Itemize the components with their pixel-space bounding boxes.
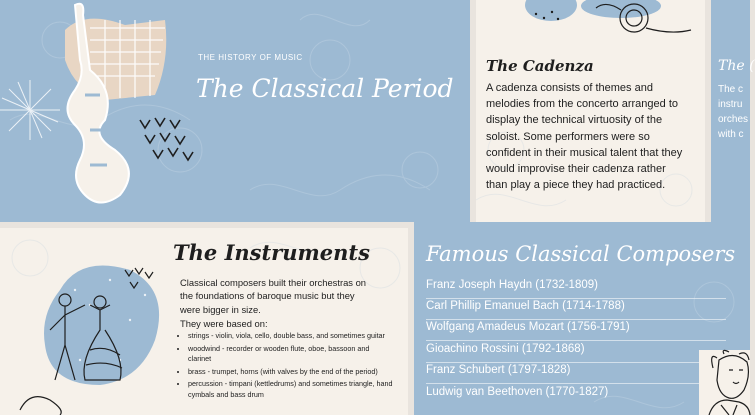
list-item: • woodwind - recorder or wooden flute, oboe, bassoon and clarinet: [188, 344, 393, 365]
slide-title: The Classical Period: [196, 74, 454, 103]
composer-portrait-icon: [699, 350, 750, 415]
divider: [426, 340, 726, 341]
instruments-intro: Classical composers built their orchestras on the foundations of baroque music but they were bigger in size.: [180, 277, 367, 315]
cadenza-slide[interactable]: [476, 0, 705, 222]
cut-off-line: The c: [718, 84, 744, 95]
composers-slide[interactable]: [414, 222, 750, 415]
composer-item: Franz Schubert (1797-1828): [426, 364, 571, 376]
composer-item: Carl Phillip Emanuel Bach (1714-1788): [426, 300, 625, 312]
divider: [426, 319, 726, 320]
horn-illustration-icon: [496, 0, 696, 52]
instruments-slide[interactable]: [0, 228, 408, 415]
cut-off-line: orches: [718, 114, 749, 125]
composer-item: Franz Joseph Haydn (1732-1809): [426, 279, 598, 291]
instrument-list: [180, 331, 393, 402]
section-title: The Cadenza: [486, 57, 594, 75]
list-item: • percussion - timpani (kettledrums) and sometimes triangle, hand cymbals and bass drum: [188, 379, 393, 400]
divider: [426, 298, 726, 299]
composer-item: Ludwig van Beethoven (1770-1827): [426, 386, 609, 398]
kicker-text: THE HISTORY OF MUSIC: [198, 53, 303, 62]
list-item: • brass - trumpet, horns (with valves by the end of the period): [188, 367, 393, 378]
divider: [426, 383, 726, 384]
dancers-illustration-icon: [20, 250, 170, 415]
list-item: • strings - violin, viola, cello, double bass, and sometimes guitar: [188, 331, 393, 342]
composer-item: Gioachino Rossini (1792-1868): [426, 343, 585, 355]
section-title: The Instruments: [173, 240, 370, 265]
based-on-label: They were based on:: [180, 318, 268, 329]
divider: [426, 362, 726, 363]
section-title: The (: [718, 58, 755, 74]
cut-off-line: with c: [718, 129, 744, 140]
cut-off-body: [718, 82, 748, 142]
cut-off-slide[interactable]: [711, 0, 755, 222]
cadenza-body: A cadenza consists of themes and melodies from the concerto arranged to display the technical virtuosity of the soloist. Some performers were so confident in their musical talent that they would improvise their cadenza rather than play a piece they had practiced.: [486, 82, 683, 192]
composer-item: Wolfgang Amadeus Mozart (1756-1791): [426, 321, 630, 333]
violin-icon: [45, 0, 215, 210]
cut-off-line: instru: [718, 99, 743, 110]
section-title: Famous Classical Composers: [426, 242, 736, 266]
title-slide[interactable]: [0, 0, 470, 222]
